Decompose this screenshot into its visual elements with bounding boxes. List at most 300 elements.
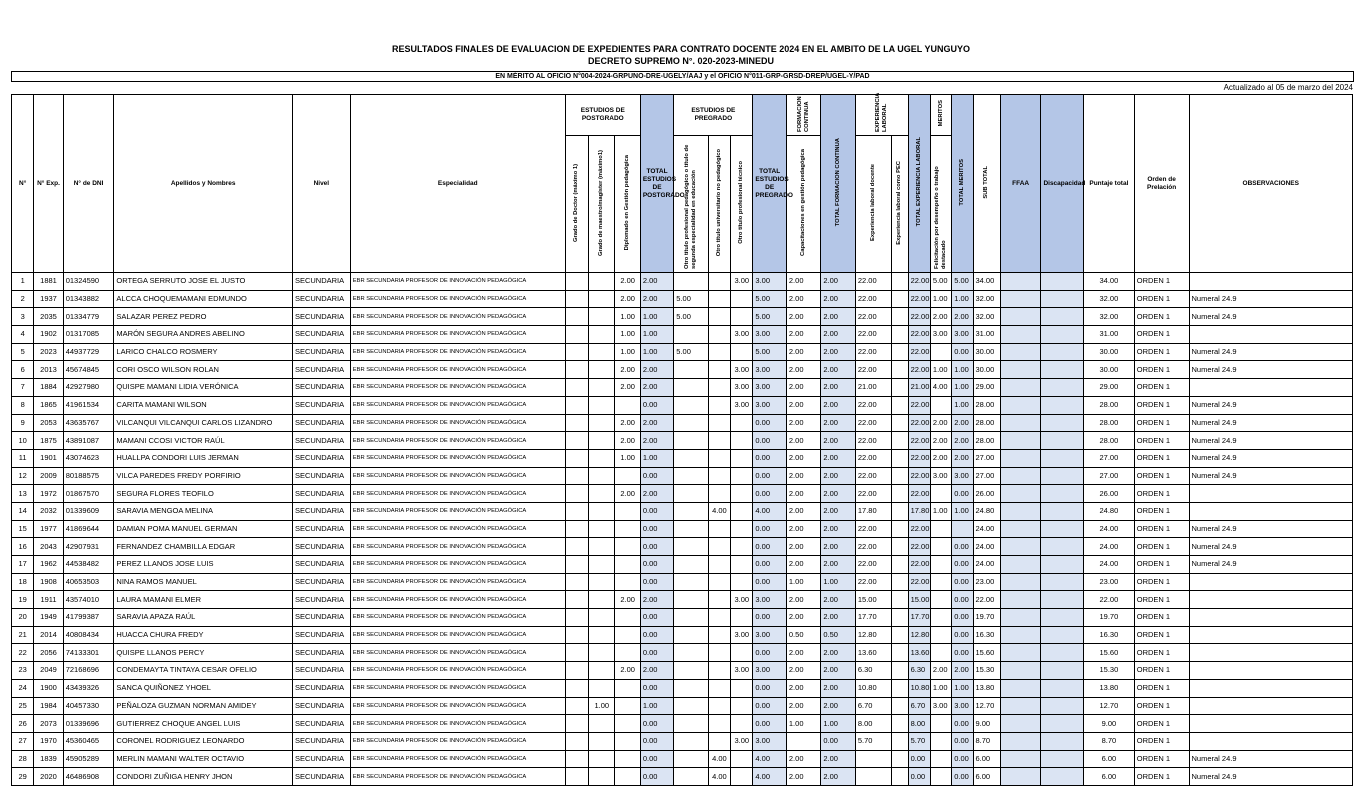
cell-exp: 1962	[34, 556, 63, 574]
cell-subtotal: 24.00	[973, 556, 1000, 574]
table-row	[12, 662, 1353, 680]
cell-felic	[930, 644, 951, 662]
cell-tot-mer: 3.00	[952, 697, 973, 715]
cell-tot-exp: 22.00	[908, 449, 930, 467]
table-row	[12, 732, 1353, 750]
cell-exp-pec	[892, 697, 908, 715]
cell-especialidad: EBR SECUNDARIA PROFESOR DE INNOVACIÓN PEDAGÓGICA	[350, 768, 565, 786]
cell-puntaje: 26.00	[1084, 485, 1135, 503]
cell-especialidad: EBR SECUNDARIA PROFESOR DE INNOVACIÓN PEDAGÓGICA	[350, 609, 565, 627]
cell-tot-form: 2.00	[821, 697, 855, 715]
cell-n: 6	[12, 361, 34, 379]
cell-nombre: HUALLPA CONDORI LUIS JERMAN	[114, 449, 293, 467]
group-postgrado: ESTUDIOS DE POSTGRADO	[565, 95, 640, 136]
cell-subtotal: 13.80	[973, 679, 1000, 697]
cell-otro-ped	[674, 732, 708, 750]
cell-otro-univ	[708, 449, 730, 467]
cell-capac: 2.00	[786, 609, 820, 627]
cell-subtotal: 15.30	[973, 662, 1000, 680]
table-row	[12, 556, 1353, 574]
cell-tot-exp: 8.00	[908, 715, 930, 733]
cell-capac: 2.00	[786, 379, 820, 397]
cell-tot-pre: 0.00	[753, 432, 786, 450]
cell-obs	[1189, 609, 1353, 627]
cell-n: 13	[12, 485, 34, 503]
cell-exp: 2049	[34, 662, 63, 680]
cell-felic: 3.00	[930, 326, 951, 344]
cell-obs	[1189, 326, 1353, 344]
cell-tot-pre: 3.00	[753, 626, 786, 644]
cell-n: 12	[12, 467, 34, 485]
cell-exp-pec	[892, 715, 908, 733]
cell-subtotal: 30.00	[973, 361, 1000, 379]
cell-tot-pre: 0.00	[753, 467, 786, 485]
cell-tot-pre: 0.00	[753, 538, 786, 556]
cell-n: 7	[12, 379, 34, 397]
col-exp-docente	[855, 136, 892, 273]
cell-dni: 41799387	[63, 609, 114, 627]
cell-disc	[1041, 290, 1084, 308]
cell-otro-tec	[731, 485, 753, 503]
cell-otro-ped	[674, 467, 708, 485]
cell-nivel: SECUNDARIA	[292, 715, 350, 733]
cell-otro-tec: 3.00	[731, 591, 753, 609]
cell-orden: ORDEN 1	[1134, 715, 1189, 733]
cell-exp-pec	[892, 662, 908, 680]
cell-ffaa	[1000, 768, 1041, 786]
cell-exp: 2013	[34, 361, 63, 379]
cell-tot-post: 2.00	[640, 485, 673, 503]
cell-n: 19	[12, 591, 34, 609]
table-row	[12, 644, 1353, 662]
cell-subtotal: 27.00	[973, 449, 1000, 467]
cell-especialidad: EBR SECUNDARIA PROFESOR DE INNOVACIÓN PEDAGÓGICA	[350, 432, 565, 450]
cell-nombre: SARAVIA MENGOA MELINA	[114, 502, 293, 520]
cell-tot-mer: 0.00	[952, 609, 973, 627]
cell-otro-tec	[731, 644, 753, 662]
cell-exp-doc: 22.00	[855, 432, 892, 450]
cell-exp-doc: 22.00	[855, 538, 892, 556]
cell-otro-tec	[731, 538, 753, 556]
cell-exp-doc: 22.00	[855, 290, 892, 308]
cell-n: 20	[12, 609, 34, 627]
cell-diplomado: 2.00	[615, 485, 640, 503]
cell-tot-mer	[952, 520, 973, 538]
cell-tot-post: 0.00	[640, 573, 673, 591]
cell-felic: 2.00	[930, 414, 951, 432]
cell-otro-univ	[708, 326, 730, 344]
cell-tot-post: 0.00	[640, 520, 673, 538]
cell-dni: 43891087	[63, 432, 114, 450]
col-capacitaciones	[786, 136, 820, 273]
cell-tot-pre: 4.00	[753, 502, 786, 520]
cell-obs: Numeral 24.9	[1189, 467, 1353, 485]
cell-especialidad: EBR SECUNDARIA PROFESOR DE INNOVACIÓN PEDAGÓGICA	[350, 626, 565, 644]
cell-ffaa	[1000, 290, 1041, 308]
cell-exp: 2073	[34, 715, 63, 733]
col-nivel: Nivel	[292, 95, 350, 273]
col-felicitacion-label: Felicitación por desempeño o trabajo destacado	[934, 165, 948, 269]
cell-orden: ORDEN 1	[1134, 768, 1189, 786]
cell-n: 14	[12, 502, 34, 520]
cell-exp-pec	[892, 609, 908, 627]
cell-nombre: CONDEMAYTA TINTAYA CESAR OFELIO	[114, 662, 293, 680]
cell-maestro	[589, 502, 615, 520]
cell-otro-tec	[731, 556, 753, 574]
cell-disc	[1041, 502, 1084, 520]
cell-tot-form: 2.00	[821, 520, 855, 538]
cell-otro-ped	[674, 697, 708, 715]
cell-puntaje: 6.00	[1084, 768, 1135, 786]
cell-otro-univ	[708, 273, 730, 291]
cell-subtotal: 24.00	[973, 538, 1000, 556]
cell-maestro	[589, 326, 615, 344]
cell-exp-pec	[892, 679, 908, 697]
cell-exp-pec	[892, 591, 908, 609]
cell-tot-exp: 0.00	[908, 768, 930, 786]
cell-otro-ped	[674, 679, 708, 697]
cell-exp-doc	[855, 768, 892, 786]
cell-maestro	[589, 662, 615, 680]
cell-diplomado	[615, 626, 640, 644]
cell-exp-doc: 22.00	[855, 361, 892, 379]
group-formacion-label: FORMACION CONTINUA	[796, 95, 810, 132]
cell-tot-pre: 3.00	[753, 662, 786, 680]
cell-tot-form: 2.00	[821, 750, 855, 768]
cell-nivel: SECUNDARIA	[292, 379, 350, 397]
cell-tot-exp: 22.00	[908, 396, 930, 414]
cell-capac: 2.00	[786, 414, 820, 432]
cell-especialidad: EBR SECUNDARIA PROFESOR DE INNOVACIÓN PEDAGÓGICA	[350, 326, 565, 344]
cell-puntaje: 9.00	[1084, 715, 1135, 733]
cell-n: 2	[12, 290, 34, 308]
cell-doctor	[565, 679, 588, 697]
cell-otro-ped	[674, 662, 708, 680]
cell-exp: 2053	[34, 414, 63, 432]
cell-tot-post: 2.00	[640, 290, 673, 308]
cell-exp-pec	[892, 750, 908, 768]
cell-n: 18	[12, 573, 34, 591]
cell-tot-form: 2.00	[821, 396, 855, 414]
cell-obs	[1189, 644, 1353, 662]
cell-nivel: SECUNDARIA	[292, 326, 350, 344]
cell-ffaa	[1000, 379, 1041, 397]
cell-n: 8	[12, 396, 34, 414]
cell-exp-doc: 6.70	[855, 697, 892, 715]
cell-ffaa	[1000, 414, 1041, 432]
cell-exp-doc: 22.00	[855, 556, 892, 574]
cell-n: 15	[12, 520, 34, 538]
cell-tot-mer: 0.00	[952, 485, 973, 503]
cell-tot-exp: 13.60	[908, 644, 930, 662]
cell-exp-doc: 17.70	[855, 609, 892, 627]
cell-otro-ped	[674, 485, 708, 503]
cell-especialidad: EBR SECUNDARIA PROFESOR DE INNOVACIÓN PEDAGÓGICA	[350, 644, 565, 662]
cell-capac: 2.00	[786, 502, 820, 520]
cell-tot-form: 2.00	[821, 449, 855, 467]
cell-nombre: FERNANDEZ CHAMBILLA EDGAR	[114, 538, 293, 556]
cell-capac: 2.00	[786, 750, 820, 768]
cell-disc	[1041, 396, 1084, 414]
cell-felic	[930, 750, 951, 768]
cell-obs: Numeral 24.9	[1189, 343, 1353, 361]
cell-doctor	[565, 609, 588, 627]
cell-n: 16	[12, 538, 34, 556]
cell-obs: Numeral 24.9	[1189, 538, 1353, 556]
cell-otro-univ	[708, 414, 730, 432]
cell-exp: 2023	[34, 343, 63, 361]
cell-doctor	[565, 591, 588, 609]
cell-especialidad: EBR SECUNDARIA PROFESOR DE INNOVACIÓN PEDAGÓGICA	[350, 556, 565, 574]
cell-tot-pre: 0.00	[753, 644, 786, 662]
cell-exp-doc: 22.00	[855, 273, 892, 291]
cell-capac: 2.00	[786, 662, 820, 680]
cell-orden: ORDEN 1	[1134, 273, 1189, 291]
cell-disc	[1041, 750, 1084, 768]
cell-obs: Numeral 24.9	[1189, 361, 1353, 379]
cell-otro-tec	[731, 679, 753, 697]
cell-disc	[1041, 467, 1084, 485]
cell-tot-mer: 2.00	[952, 414, 973, 432]
col-exp-pec-label: Experiencia laboral como PEC	[896, 160, 903, 245]
cell-otro-tec	[731, 308, 753, 326]
cell-exp-doc: 10.80	[855, 679, 892, 697]
cell-disc	[1041, 485, 1084, 503]
cell-tot-form: 2.00	[821, 662, 855, 680]
cell-n: 24	[12, 679, 34, 697]
cell-ffaa	[1000, 485, 1041, 503]
cell-exp-pec	[892, 467, 908, 485]
cell-disc	[1041, 520, 1084, 538]
cell-otro-univ	[708, 485, 730, 503]
cell-nombre: LAURA MAMANI ELMER	[114, 591, 293, 609]
cell-tot-form: 2.00	[821, 467, 855, 485]
cell-tot-exp: 22.00	[908, 361, 930, 379]
cell-otro-tec: 3.00	[731, 396, 753, 414]
cell-puntaje: 24.00	[1084, 556, 1135, 574]
cell-otro-ped	[674, 361, 708, 379]
cell-otro-tec: 3.00	[731, 662, 753, 680]
cell-maestro	[589, 679, 615, 697]
cell-exp: 1839	[34, 750, 63, 768]
cell-tot-form: 2.00	[821, 273, 855, 291]
cell-felic	[930, 573, 951, 591]
cell-obs: Numeral 24.9	[1189, 520, 1353, 538]
cell-diplomado	[615, 750, 640, 768]
cell-diplomado	[615, 609, 640, 627]
cell-tot-exp: 22.00	[908, 308, 930, 326]
cell-doctor	[565, 326, 588, 344]
cell-otro-univ	[708, 662, 730, 680]
cell-orden: ORDEN 1	[1134, 573, 1189, 591]
cell-nombre: QUISPE LLANOS PERCY	[114, 644, 293, 662]
cell-exp: 2020	[34, 768, 63, 786]
cell-tot-form: 2.00	[821, 485, 855, 503]
cell-otro-univ	[708, 609, 730, 627]
cell-nombre: NINA RAMOS MANUEL	[114, 573, 293, 591]
cell-especialidad: EBR SECUNDARIA PROFESOR DE INNOVACIÓN PEDAGÓGICA	[350, 308, 565, 326]
cell-tot-pre: 0.00	[753, 556, 786, 574]
cell-exp: 2043	[34, 538, 63, 556]
cell-nombre: CARITA MAMANI WILSON	[114, 396, 293, 414]
cell-nivel: SECUNDARIA	[292, 290, 350, 308]
col-otro-tecnico	[731, 136, 753, 273]
cell-felic: 2.00	[930, 308, 951, 326]
cell-exp: 2014	[34, 626, 63, 644]
cell-dni: 41869644	[63, 520, 114, 538]
cell-diplomado	[615, 467, 640, 485]
cell-nivel: SECUNDARIA	[292, 396, 350, 414]
cell-obs	[1189, 502, 1353, 520]
cell-otro-tec	[731, 432, 753, 450]
results-table	[11, 94, 1353, 786]
table-row	[12, 432, 1353, 450]
official-letter-reference: EN MÉRITO AL OFICIO N°004-2024-GRPUNO-DRE-UGELY/AAJ y el OFICIO N°011-GRP-GRSD-DREP/UGEL-Y/PAD	[11, 71, 1354, 82]
cell-maestro	[589, 750, 615, 768]
table-row	[12, 414, 1353, 432]
cell-tot-post: 2.00	[640, 432, 673, 450]
col-n: N°	[12, 95, 34, 273]
cell-nivel: SECUNDARIA	[292, 449, 350, 467]
cell-puntaje: 23.00	[1084, 573, 1135, 591]
cell-otro-univ	[708, 396, 730, 414]
cell-capac: 0.50	[786, 626, 820, 644]
cell-ffaa	[1000, 520, 1041, 538]
cell-otro-ped	[674, 326, 708, 344]
cell-maestro	[589, 396, 615, 414]
cell-maestro	[589, 538, 615, 556]
cell-puntaje: 15.60	[1084, 644, 1135, 662]
cell-otro-tec: 3.00	[731, 361, 753, 379]
cell-n: 26	[12, 715, 34, 733]
cell-exp-pec	[892, 520, 908, 538]
cell-felic	[930, 538, 951, 556]
cell-diplomado	[615, 768, 640, 786]
cell-otro-tec: 3.00	[731, 732, 753, 750]
cell-ffaa	[1000, 467, 1041, 485]
cell-otro-tec	[731, 750, 753, 768]
cell-exp: 1972	[34, 485, 63, 503]
cell-especialidad: EBR SECUNDARIA PROFESOR DE INNOVACIÓN PEDAGÓGICA	[350, 467, 565, 485]
col-otro-pedagogico	[674, 136, 708, 273]
cell-tot-post: 2.00	[640, 662, 673, 680]
cell-obs: Numeral 24.9	[1189, 414, 1353, 432]
cell-exp-doc: 22.00	[855, 467, 892, 485]
cell-diplomado	[615, 520, 640, 538]
cell-ffaa	[1000, 449, 1041, 467]
cell-dni: 01343882	[63, 290, 114, 308]
cell-puntaje: 15.30	[1084, 662, 1135, 680]
cell-obs	[1189, 273, 1353, 291]
cell-diplomado	[615, 732, 640, 750]
table-row	[12, 361, 1353, 379]
cell-tot-exp: 12.80	[908, 626, 930, 644]
cell-nombre: LARICO CHALCO ROSMERY	[114, 343, 293, 361]
group-formacion	[786, 95, 820, 136]
cell-diplomado: 2.00	[615, 290, 640, 308]
table-row	[12, 326, 1353, 344]
cell-ffaa	[1000, 273, 1041, 291]
cell-tot-post: 0.00	[640, 556, 673, 574]
cell-otro-ped	[674, 520, 708, 538]
cell-dni: 01339696	[63, 715, 114, 733]
cell-tot-post: 2.00	[640, 361, 673, 379]
cell-obs	[1189, 591, 1353, 609]
cell-tot-form: 1.00	[821, 573, 855, 591]
cell-nombre: ORTEGA SERRUTO JOSE EL JUSTO	[114, 273, 293, 291]
cell-maestro	[589, 520, 615, 538]
cell-exp-pec	[892, 432, 908, 450]
cell-orden: ORDEN 1	[1134, 644, 1189, 662]
cell-tot-pre: 3.00	[753, 273, 786, 291]
cell-ffaa	[1000, 626, 1041, 644]
cell-otro-tec: 3.00	[731, 326, 753, 344]
cell-tot-form: 2.00	[821, 379, 855, 397]
cell-nivel: SECUNDARIA	[292, 609, 350, 627]
cell-tot-mer: 0.00	[952, 538, 973, 556]
cell-felic: 1.00	[930, 502, 951, 520]
cell-exp-doc: 22.00	[855, 449, 892, 467]
cell-otro-tec	[731, 343, 753, 361]
table-row	[12, 538, 1353, 556]
cell-orden: ORDEN 1	[1134, 662, 1189, 680]
cell-obs: Numeral 24.9	[1189, 432, 1353, 450]
col-especialidad: Especialidad	[350, 95, 565, 273]
cell-ffaa	[1000, 715, 1041, 733]
col-observaciones: OBSERVACIONES	[1189, 95, 1353, 273]
cell-nombre: MERLIN MAMANI WALTER OCTAVIO	[114, 750, 293, 768]
table-row	[12, 273, 1353, 291]
cell-diplomado	[615, 697, 640, 715]
cell-ffaa	[1000, 573, 1041, 591]
cell-tot-exp: 22.00	[908, 485, 930, 503]
cell-otro-ped	[674, 715, 708, 733]
table-row	[12, 485, 1353, 503]
cell-otro-univ	[708, 432, 730, 450]
cell-otro-univ	[708, 520, 730, 538]
cell-tot-mer: 0.00	[952, 343, 973, 361]
table-row	[12, 502, 1353, 520]
cell-exp: 1875	[34, 432, 63, 450]
cell-orden: ORDEN 1	[1134, 609, 1189, 627]
col-total-formacion-label: TOTAL FORMACION CONTINUA	[834, 137, 841, 227]
cell-diplomado: 2.00	[615, 591, 640, 609]
cell-otro-tec	[731, 768, 753, 786]
cell-disc	[1041, 414, 1084, 432]
cell-nombre: CORONEL RODRIGUEZ LEONARDO	[114, 732, 293, 750]
cell-otro-ped: 5.00	[674, 343, 708, 361]
cell-exp-pec	[892, 502, 908, 520]
cell-tot-post: 1.00	[640, 326, 673, 344]
group-experiencia-label: EXPERIENCIA LABORAL	[874, 92, 888, 132]
cell-disc	[1041, 768, 1084, 786]
cell-obs: Numeral 24.9	[1189, 290, 1353, 308]
cell-dni: 01339609	[63, 502, 114, 520]
cell-tot-exp: 17.70	[908, 609, 930, 627]
cell-dni: 45674845	[63, 361, 114, 379]
cell-puntaje: 12.70	[1084, 697, 1135, 715]
cell-tot-exp: 21.00	[908, 379, 930, 397]
cell-ffaa	[1000, 591, 1041, 609]
cell-tot-pre: 5.00	[753, 290, 786, 308]
cell-n: 21	[12, 626, 34, 644]
cell-otro-univ	[708, 343, 730, 361]
cell-maestro	[589, 343, 615, 361]
col-otro-universitario-label: Otro título universitario no pedagógico	[715, 148, 722, 257]
cell-nombre: SALAZAR PEREZ PEDRO	[114, 308, 293, 326]
cell-tot-mer: 5.00	[952, 273, 973, 291]
cell-tot-pre: 0.00	[753, 609, 786, 627]
